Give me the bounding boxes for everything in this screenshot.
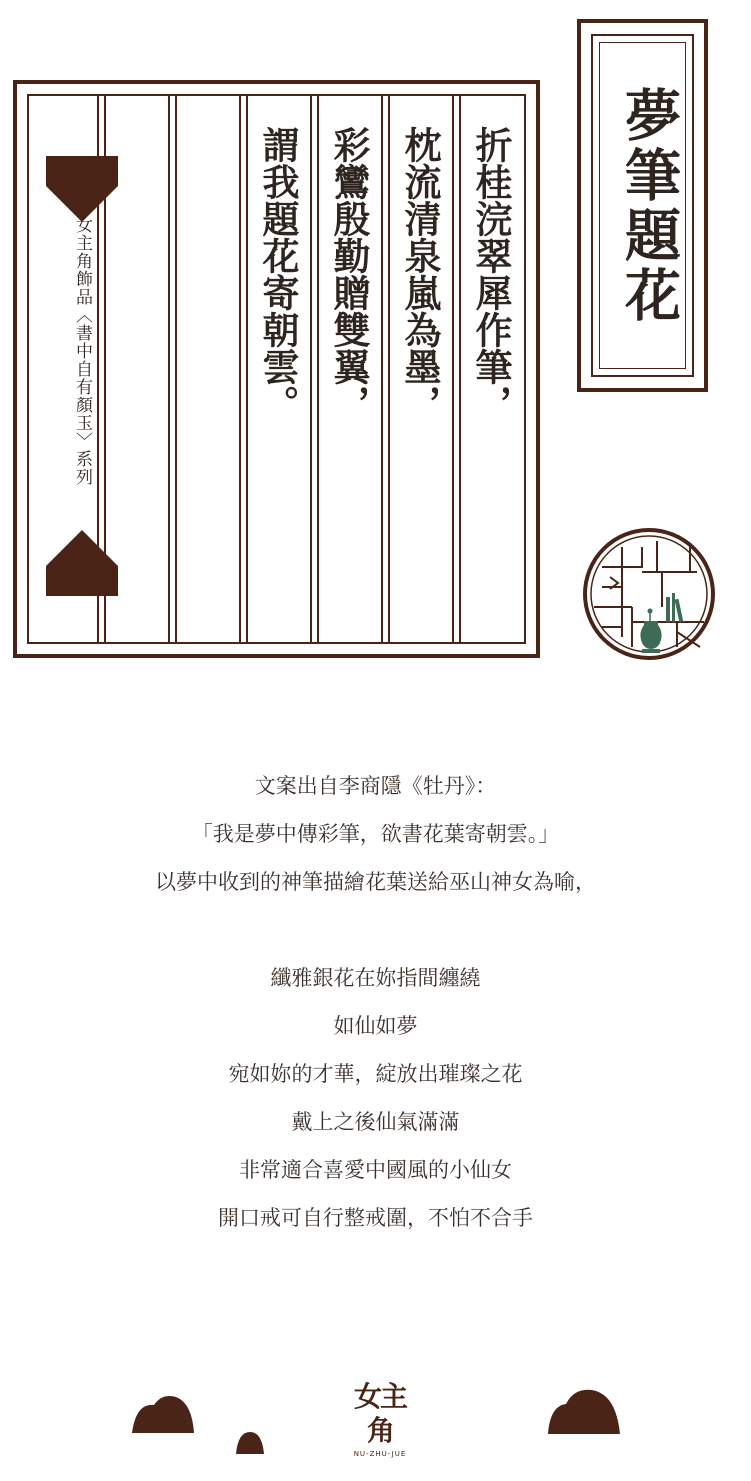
column-rule [168, 96, 177, 642]
spine-triangle-bottom [46, 530, 118, 566]
description [0, 762, 751, 1242]
spine-band-bottom [46, 566, 118, 596]
description-line-8: 戴上之後仙氣滿滿 [291, 1110, 460, 1134]
description-line-1: 文案出自李商隱《牡丹》： [254, 774, 497, 798]
title-frame-inner [591, 34, 694, 377]
poem-scroll [13, 80, 540, 658]
book-spine [46, 156, 118, 596]
column-rule [452, 96, 461, 642]
title-frame [577, 19, 708, 392]
description-spacer [0, 906, 751, 954]
brand-logo-mark: 女主角 [353, 1380, 406, 1447]
column-rule [310, 96, 319, 642]
description-line-10: 開口戒可自行整戒圍，不怕不合手 [218, 1206, 533, 1230]
brand-logo-subtitle: NU-ZHU-JUE [353, 1450, 407, 1458]
poem-scroll-inner [27, 94, 526, 644]
poem-line-4: 謂我題花寄朝雲。 [256, 126, 300, 422]
description-line-5: 纖雅銀花在妳指間纏繞 [270, 966, 481, 990]
poem-line-2: 枕流清泉嵐為墨， [398, 126, 442, 422]
description-line-6: 如仙如夢 [333, 1014, 418, 1038]
series-label: 女主角飾品〈書中自有顏玉〉系列 [72, 216, 92, 486]
hill-icon [236, 1430, 264, 1454]
bookshelf-emblem-icon [582, 527, 716, 661]
brand-logo [345, 1380, 415, 1458]
page-title: 夢筆題花 [616, 86, 682, 326]
poem-line-1: 折桂浣翠犀作筆， [469, 126, 513, 422]
description-line-7: 宛如妳的才華，綻放出璀璨之花 [228, 1062, 523, 1086]
description-line-2: 「我是夢中傳彩筆，欲書花葉寄朝雲。」 [191, 822, 560, 846]
column-rule [381, 96, 390, 642]
column-rule [239, 96, 248, 642]
hill-icon [132, 1393, 194, 1433]
poem-line-3: 彩鸞殷勤贈雙翼， [327, 126, 371, 422]
description-line-9: 非常適合喜愛中國風的小仙女 [239, 1158, 512, 1182]
spine-band-top [46, 156, 118, 186]
description-line-3: 以夢中收到的神筆描繪花葉送給巫山神女為喻， [155, 870, 596, 894]
hill-icon [548, 1388, 620, 1434]
